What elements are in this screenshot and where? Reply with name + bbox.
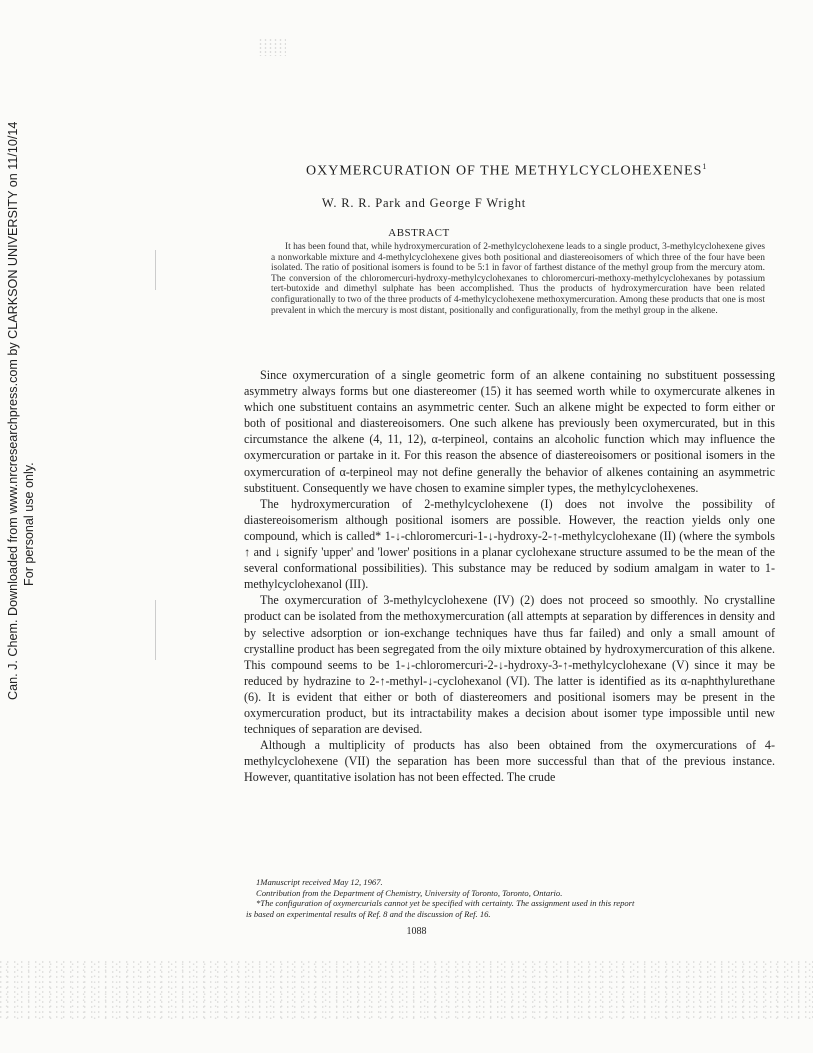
margin-mark — [155, 600, 156, 660]
abstract-heading: ABSTRACT — [388, 227, 450, 239]
article-body — [244, 367, 775, 785]
footnote-configuration-cont: is based on experimental results of Ref. 8 and the discussion of Ref. 16. — [246, 908, 491, 919]
footnote-configuration: *The configuration of oxymercurials cannot yet be specified with certainty. The assignment used in this report — [256, 898, 635, 908]
body-paragraph: Although a multiplicity of products has also been obtained from the oxymercurations of 4-methylcyclohexene (VII) the separation has been more successful than that of the previous instance. However, quantitative isolation has not been effected. The crude — [244, 738, 775, 785]
download-notice — [6, 121, 46, 736]
download-notice-line: Can. J. Chem. Downloaded from www.nrcresearchpress.com by CLARKSON UNIVERSITY on 11/10/14 — [6, 121, 20, 700]
body-paragraph: The hydroxymercuration of 2-methylcyclohexene (I) does not involve the possibility of diastereoisomerism although positional isomers are possible. However, the reaction yields only one compound, which is called* 1-↓-chloromercuri-1-↓-hydroxy-2-↑-methylcyclohexane (II) (where the symbols ↑ and ↓ signify 'upper' and 'lower' positions in a planar cyclohexane structure assumed to be the mean of the several conformational possibilities). This substance may be reduced by sodium amalgam in water to 1-methylcyclohexanol (III). — [244, 496, 775, 592]
margin-mark — [155, 250, 156, 290]
article-title — [306, 162, 706, 180]
personal-use-line: For personal use only. — [22, 462, 36, 586]
title-text: OXYMERCURATION OF THE METHYLCYCLOHEXENES — [306, 163, 703, 179]
abstract-text: It has been found that, while hydroxymercuration of 2-methylcyclohexene leads to a single product, 3-methylcyclohexene gives a nonworkable mixture and 4-methylcyclohexene gives both positional and diastereoisomers of which three of the four have been isolated. The ratio of positional isomers is found to be 5:1 in favor of farthest distance of the methyl group from the mercury atom. The conversion of the chloromercuri-hydroxy-methylcyclohexanes to chloromercuri-methoxy-methylcyclohexanes by potassium tert-butoxide and dimethyl sulphate has been accomplished. Thus the products of hydroxymercuration have been related configurationally to two of the three products of 4-methylcyclohexene methoxymercuration. Among these products that one is most prevalent in which the mercury is most distant, positionally and configurationally, from the methyl group in the alkene. — [271, 242, 765, 316]
footnote-received — [246, 877, 776, 888]
footnotes — [246, 877, 776, 919]
scan-speckle — [258, 38, 286, 56]
page-number: 1088 — [406, 926, 427, 937]
footnote-marker: 1 — [256, 877, 261, 887]
footnote-received-text: Manuscript received May 12, 1967. — [260, 877, 383, 887]
footnote-configuration-text: The configuration of oxymercurials cannot yet be specified with certainty. The assignment used in this report — [260, 898, 635, 908]
authors: W. R. R. Park and George F Wright — [321, 196, 527, 210]
body-paragraph: The oxymercuration of 3-methylcyclohexene (IV) (2) does not proceed so smoothly. No crystalline product can be isolated from the methoxymercuration (all attempts at separation by differences in density and by selective adsorption or ion-exchange techniques have thus far failed) and only a small amount of crystalline product has been segregated from the oily mixture obtained by hydroxymercuration of this alkene. This compound seems to be 1-↓-chloromercuri-2-↓-hydroxy-3-↑-methylcyclohexane (V) since it may be reduced by hydrazine to 2-↑-methyl-↓-cyclohexanol (VI). The latter is identified as its α-naphthylurethane (6). It is evident that either or both of diastereomers and positional isomers may be present in the oxymercuration product, but its intractability makes a decision about isomer type impossible until new techniques of separation are devised. — [244, 593, 775, 737]
body-paragraph: Since oxymercuration of a single geometric form of an alkene containing no substituent possessing asymmetry always forms but one diastereomer (15) it has seemed worth while to oxymercurate alkenes in which one substituent contains an asymmetric center. Such an alkene might be expected to form either or both of positional and diastereoisomers. One such alkene has previously been oxymercurated, but in this circumstance the alkene (4, 11, 12), α-terpineol, contains an alcoholic function which may influence the oxymercuration or partake in it. For this reason the absence of diastereoisomers or positional isomers in the oxymercuration of α-terpineol may not define generally the behavior of alkenes containing an asymmetric substituent. Consequently we have chosen to examine simpler types, the methylcyclohexenes. — [244, 368, 775, 495]
footnote-contribution: Contribution from the Department of Chemistry, University of Toronto, Toronto, Ontario. — [256, 887, 563, 898]
title-footnote-mark: 1 — [702, 162, 707, 171]
scan-speckle — [0, 960, 813, 1020]
